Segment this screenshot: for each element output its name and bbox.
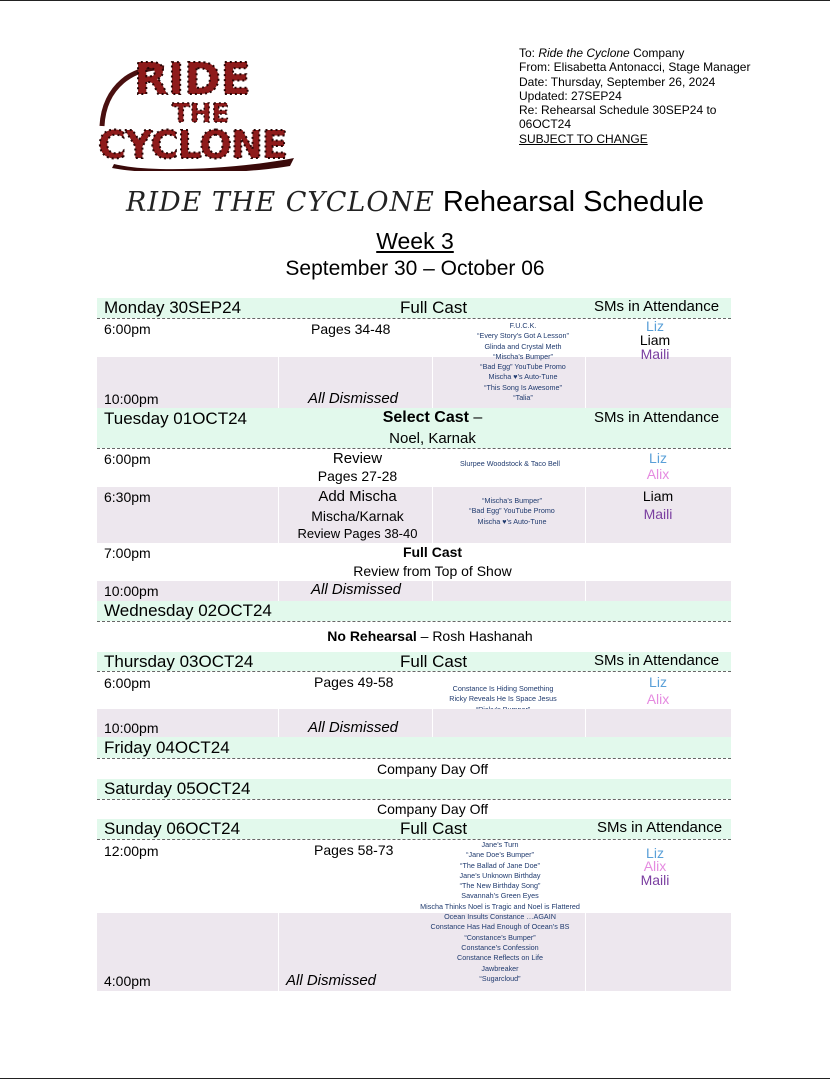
- title-rest: Rehearsal Schedule: [442, 186, 705, 218]
- memo-to: To: Ride the Cyclone Company: [519, 46, 685, 60]
- tuesday-group-names: Noel, Karnak: [389, 430, 476, 447]
- monday-notes: F.U.C.K. “Every Story’s Got A Lesson” Glinda and Crystal Meth “Mischa’s Bumper” “Bad Egg” YouTube Promo Mischa ♥’s Auto-Tune “This Song Is Awesome” “Talia”: [477, 321, 569, 403]
- sunday-dismissed: All Dismissed: [286, 972, 377, 989]
- page-title: [0, 186, 830, 219]
- sunday-sm-liz: Liz: [646, 845, 664, 861]
- monday-time-end: 10:00pm: [104, 391, 159, 407]
- tuesday-r4-dismissed: All Dismissed: [311, 581, 402, 598]
- thursday-pages: Pages 49-58: [314, 674, 394, 690]
- sunday-time-start: 12:00pm: [104, 843, 159, 859]
- tuesday-r1-time: 6:00pm: [104, 451, 151, 467]
- monday-pages: Pages 34-48: [311, 321, 391, 337]
- thursday-time-end: 10:00pm: [104, 720, 159, 736]
- monday-grey-block: [97, 357, 731, 408]
- logo-text-ride: RIDE: [134, 54, 251, 105]
- sunday-day: Sunday 06OCT24: [104, 819, 241, 838]
- memo-block: [519, 46, 779, 146]
- memo-date: Date: Thursday, September 26, 2024: [519, 74, 716, 89]
- tuesday-r1-sm-alix: Alix: [646, 466, 670, 482]
- tuesday-day: Tuesday 01OCT24: [104, 409, 247, 428]
- sunday-sm-maili: Maili: [640, 872, 670, 888]
- sunday-time-end: 4:00pm: [104, 973, 151, 989]
- sunday-group: Full Cast: [400, 819, 468, 838]
- sunday-pages: Pages 58-73: [314, 842, 394, 858]
- monday-time-start: 6:00pm: [104, 321, 151, 337]
- show-logo: [94, 46, 299, 171]
- tuesday-r1-note: Slurpee Woodstock & Taco Bell: [459, 459, 560, 468]
- monday-sm-maili: Maili: [640, 346, 670, 362]
- wednesday-note: No Rehearsal – Rosh Hashanah: [327, 628, 533, 644]
- friday-day: Friday 04OCT24: [104, 738, 230, 757]
- tuesday-r2-what2: Mischa/Karnak: [311, 508, 404, 524]
- tuesday-r3-time: 7:00pm: [104, 545, 151, 561]
- thursday-notes: Constance Is Hiding Something Ricky Reveals He Is Space Jesus: [449, 684, 557, 704]
- memo-updated: Updated: 27SEP24: [519, 88, 622, 103]
- tuesday-r3-what2: Review from Top of Show: [353, 563, 512, 579]
- monday-day: Monday 30SEP24: [104, 298, 242, 317]
- tuesday-r2-notes: “Mischa’s Bumper” “Bad Egg” YouTube Promo Mischa ♥’s Auto-Tune: [469, 496, 555, 526]
- thursday-time-start: 6:00pm: [104, 675, 151, 691]
- thursday-day: Thursday 03OCT24: [104, 652, 254, 671]
- monday-sm-liam: Liam: [639, 332, 671, 348]
- tuesday-r2-what3: Review Pages 38-40: [297, 526, 418, 541]
- tuesday-r1-sm-liz: Liz: [649, 450, 667, 466]
- week-label: Week 3: [376, 228, 454, 254]
- thursday-dismissed: All Dismissed: [308, 719, 399, 736]
- logo-text-the: THE: [172, 99, 230, 129]
- memo-re: Re: Rehearsal Schedule 30SEP24 to: [519, 103, 717, 118]
- logo-graphic: [94, 46, 299, 171]
- memo-from: From: Elisabetta Antonacci, Stage Manager: [519, 60, 751, 75]
- monday-dismissed: All Dismissed: [308, 390, 399, 407]
- monday-group: Full Cast: [400, 298, 468, 317]
- tuesday-r1-what1: Review: [332, 450, 383, 467]
- monday-sm-header: SMs in Attendance: [594, 298, 720, 315]
- tuesday-group: Select Cast –: [382, 409, 483, 426]
- monday-sm-liz: Liz: [646, 318, 664, 334]
- wednesday-day: Wednesday 02OCT24: [104, 601, 272, 620]
- tuesday-r4-grey: [97, 581, 731, 601]
- logo-text-cyclone: CYCLONE: [98, 123, 288, 167]
- tuesday-r2-what1: Add Mischa: [318, 488, 397, 505]
- tuesday-r4-time: 10:00pm: [104, 583, 159, 599]
- sunday-notes: Jane’s Turn “Jane Doe’s Bumper” “The Ballad of Jane Doe” Jane’s Unknown Birthday “The New Birthday Song” Savannah’s Green Eyes Mischa Thinks Noel is Tragic and Noel is Flattered Ocean Insults Constance …AGAIN Constance Has Had Enough of Ocean’s BS “Constance’s Bumper” Constance’s Confession Constance Reflects on Life Jawbreaker “Sugarcloud”: [420, 840, 580, 983]
- friday-note: Company Day Off: [376, 761, 488, 777]
- thursday-grey-block: [97, 709, 731, 737]
- thursday-sm-header: SMs in Attendance: [594, 652, 720, 669]
- title-show-name: RIDE THE CYCLONE: [125, 187, 435, 218]
- tuesday-sm-header: SMs in Attendance: [594, 409, 720, 426]
- tuesday-r3-what1: Full Cast: [402, 544, 463, 560]
- tuesday-r1-what2: Pages 27-28: [317, 468, 398, 484]
- thursday-group: Full Cast: [400, 652, 468, 671]
- tuesday-r2-sm-maili: Maili: [643, 506, 673, 522]
- sunday-sm-alix: Alix: [643, 858, 667, 874]
- saturday-note: Company Day Off: [376, 801, 488, 817]
- memo-re-cont: 06OCT24: [519, 117, 572, 132]
- thursday-sm-liz: Liz: [649, 674, 667, 690]
- saturday-day: Saturday 05OCT24: [104, 779, 251, 798]
- thursday-sm-alix: Alix: [646, 691, 670, 707]
- tuesday-r2-time: 6:30pm: [104, 489, 151, 505]
- date-range: September 30 – October 06: [285, 257, 545, 280]
- tuesday-r2-sm-liam: Liam: [642, 488, 674, 504]
- sunday-sm-header: SMs in Attendance: [597, 819, 723, 836]
- memo-subject: SUBJECT TO CHANGE: [519, 131, 648, 146]
